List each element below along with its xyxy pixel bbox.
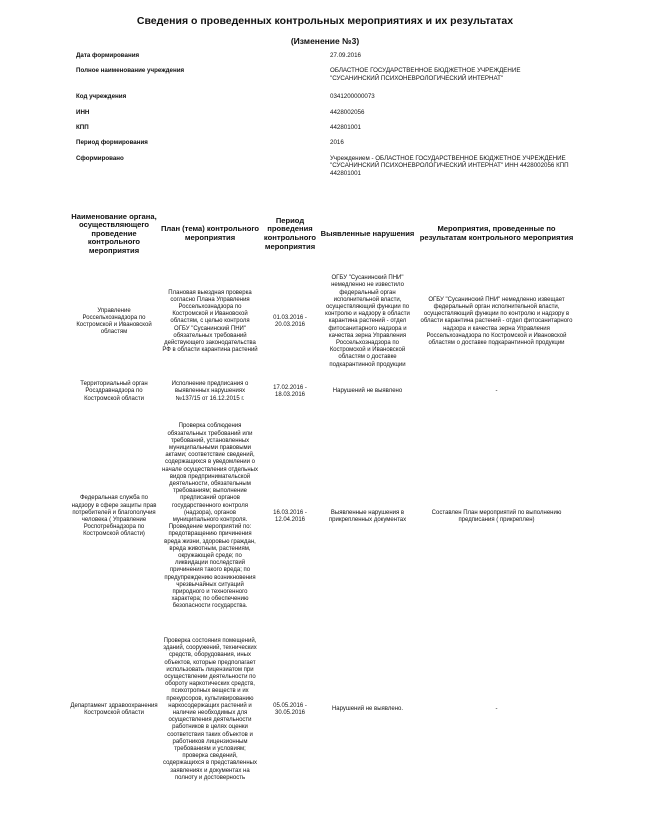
page-subtitle: (Изменение №3) xyxy=(290,36,360,46)
table-row xyxy=(68,628,578,792)
info-block xyxy=(76,52,596,177)
cell-measures: - xyxy=(495,706,498,713)
cell-period: 16.03.2016 - 12.04.2016 xyxy=(273,509,307,523)
info-value: 2016 xyxy=(330,139,344,147)
page-title: Сведения о проведенных контрольных мероприятиях и их результатах xyxy=(136,15,514,27)
header-measures: Мероприятия, проведенные по результатам контрольного мероприятия xyxy=(419,224,574,242)
info-row-date xyxy=(76,52,596,59)
info-label: КПП xyxy=(76,124,89,132)
header-period: Период проведения контрольного мероприятия xyxy=(263,215,317,251)
info-row-formed xyxy=(76,155,596,177)
cell-organ: Департамент здравоохранения Костромской области xyxy=(70,702,158,716)
cell-violations: ОГБУ "Сусанинский ПНИ" немедленно не известило федеральный орган исполнительной власти, осуществляющий функции по контролю и надзору в области карантина растений - отдел фитосанитарного надзора и качества зерна Управления Россельхознадзора по Костромской и Ивановской областям о доставке подкарантинной продукции xyxy=(325,275,410,368)
control-measures-table xyxy=(68,204,578,781)
info-label: ИНН xyxy=(76,108,90,116)
info-value: 0341200000073 xyxy=(330,93,375,101)
info-label: Сформировано xyxy=(76,154,124,162)
cell-period: 05.05.2016 - 30.05.2016 xyxy=(273,702,307,716)
info-label: Код учреждения xyxy=(76,93,127,101)
info-row-period xyxy=(76,139,596,146)
cell-measures: Составлен План мероприятий по выполнению предписания ( прикреплен) xyxy=(431,509,562,523)
info-row-inn xyxy=(76,109,596,116)
info-label: Период формирования xyxy=(76,139,148,147)
table-row xyxy=(68,412,578,622)
cell-violations: Нарушений не выявлено xyxy=(332,388,403,395)
table-row xyxy=(68,268,578,376)
cell-organ: Территориальный орган Росздравнадзора по Костромской области xyxy=(80,381,148,402)
info-label: Полное наименование учреждения xyxy=(76,67,185,75)
info-value: 442801001 xyxy=(330,124,361,132)
header-violations: Выявленные нарушения xyxy=(320,228,415,238)
info-row-kpp xyxy=(76,124,596,131)
cell-violations: Нарушений не выявлено. xyxy=(331,706,404,713)
cell-measures: ОГБУ "Сусанинский ПНИ" немедленно извещает федеральный орган исполнительной власти, осуществляющий функции по контролю и надзору в области карантина растений - отдел фитосанитарного надзора и качества зерна Управления Россельхознадзора по Костромской и Ивановской областям о доставке подкарантинной продукции xyxy=(420,296,573,346)
table-row xyxy=(68,380,578,404)
cell-period: 17.02.2016 - 18.03.2016 xyxy=(273,384,307,398)
cell-violations: Выявленные нарушения в прикрепленных документах xyxy=(328,509,407,523)
cell-plan: Проверка соблюдения обязательных требований или требований, установленных муниципальными правовыми актами; соответствие сведений, содержащихся в уведомлении о начале осуществления отдельных видов предпринимательской деятельности, обязательным требованиям; выполнение предписаний органов государственного контроля (надзора), органов муниципального контроля. Проведение мероприятий по: предотвращению причинения вреда жизни, здоровью граждан, вреда животным, растениям, окружающей среде; по ликвидации последствий причинения такого вреда; по предупреждению возникновения чрезвычайных ситуаций природного и техногенного характера; по обеспечению безопасности государства. xyxy=(162,423,258,610)
cell-measures: - xyxy=(495,388,498,395)
table-header xyxy=(68,204,578,264)
info-value: 27.09.2016 xyxy=(330,52,361,59)
cell-organ: Управление Россельхознадзора по Костромской и Ивановской областям xyxy=(76,307,152,336)
cell-plan: Исполнение предписания о выявленных нарушениях №137/15 от 16.12.2015 г. xyxy=(171,381,249,402)
header-organ: Наименование органа, осуществляющего проведение контрольного мероприятия xyxy=(71,211,157,255)
info-row-name xyxy=(76,67,596,82)
info-label: Дата формирования xyxy=(76,52,140,59)
info-row-code xyxy=(76,93,596,100)
info-value: 4428002056 xyxy=(330,108,365,116)
cell-plan: Плановая выездная проверка согласно Плана Управления Россельхознадзора по Костромской и Ивановской областям, с целью контроля ОГБУ "Сусанинский ПНИ" обязательных требований действующего законодательства РФ в области карантина растений xyxy=(162,289,258,354)
info-value: ОБЛАСТНОЕ ГОСУДАРСТВЕННОЕ БЮДЖЕТНОЕ УЧРЕЖДЕНИЕ "СУСАНИНСКИЙ ПСИХОНЕВРОЛОГИЧЕСКИЙ ИНТЕРНАТ" xyxy=(330,67,521,82)
cell-plan: Проверка состояния помещений, зданий, сооружений, технических средств, оборудования, иных объектов, которые предполагает использовать лицензиатом при осуществлении деятельности по обороту наркотических средств, психотропных веществ и их прекурсоров, культивированию наркосодержащих растений и наличие необходимых для осуществления деятельности работников в целях оценки соответствия таких объектов и работников лицензионным требованиям и условиям; проверка сведений, содержащихся в представленных заявлениях и документах на полноту и достоверность xyxy=(163,637,257,781)
cell-period: 01.03.2016 - 20.03.2016 xyxy=(273,314,307,328)
cell-organ: Федеральная служба по надзору в сфере защиты прав потребителей и благополучия человека ( Управление Роспотребнадзора по Костромской области) xyxy=(71,495,157,538)
header-plan: План (тема) контрольного мероприятия xyxy=(160,224,260,242)
info-value: Учреждением - ОБЛАСТНОЕ ГОСУДАРСТВЕННОЕ БЮДЖЕТНОЕ УЧРЕЖДЕНИЕ "СУСАНИНСКИЙ ПСИХОНЕВРОЛОГИЧЕСКИЙ ИНТЕРНАТ" ИНН 4428002056 КПП 442801001 xyxy=(330,154,569,177)
